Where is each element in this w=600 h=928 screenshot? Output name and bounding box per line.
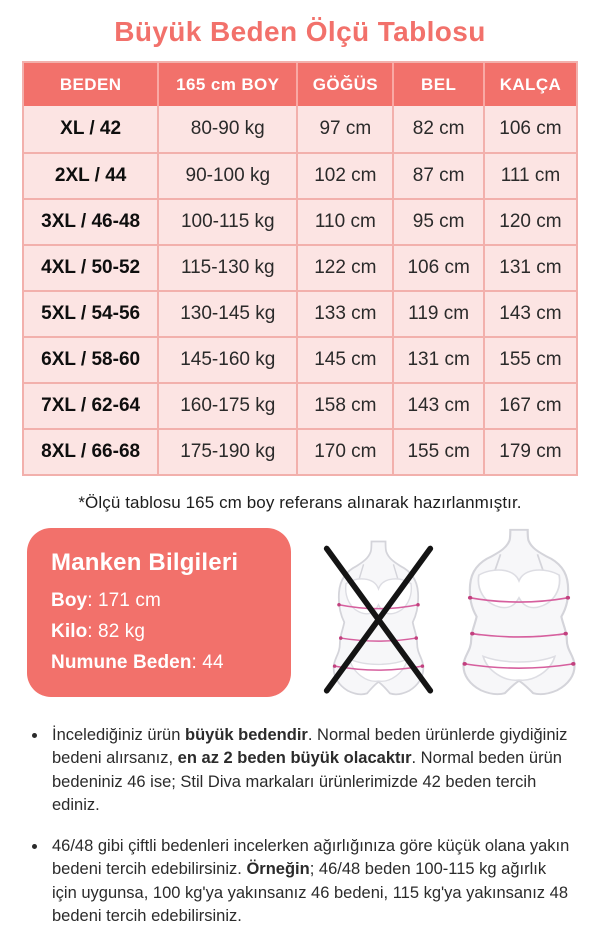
table-row <box>24 106 576 152</box>
page-title: Büyük Beden Ölçü Tablosu <box>114 16 486 47</box>
size-cell: 7XL / 62-64 <box>24 382 159 428</box>
table-row <box>24 290 576 336</box>
value-cell: 160-175 kg <box>159 382 298 428</box>
size-cell: 6XL / 58-60 <box>24 336 159 382</box>
value-cell: 119 cm <box>394 290 485 336</box>
value-cell: 145 cm <box>298 336 394 382</box>
value-cell: 111 cm <box>485 152 576 198</box>
model-info-line: Kilo: 82 kg <box>51 620 146 642</box>
value-cell: 130-145 kg <box>159 290 298 336</box>
model-info-line: Boy: 171 cm <box>51 589 161 611</box>
value-cell: 167 cm <box>485 382 576 428</box>
value-cell: 143 cm <box>394 382 485 428</box>
table-row <box>24 152 576 198</box>
size-cell: 4XL / 50-52 <box>24 244 159 290</box>
notes-list <box>30 724 572 928</box>
value-cell: 95 cm <box>394 198 485 244</box>
size-table-header-row <box>24 63 576 106</box>
size-cell: 3XL / 46-48 <box>24 198 159 244</box>
size-chart-infographic <box>0 16 600 925</box>
table-row <box>24 428 576 474</box>
value-cell: 143 cm <box>485 290 576 336</box>
size-cell: XL / 42 <box>24 106 159 152</box>
value-cell: 170 cm <box>298 428 394 474</box>
plus-size-figure-icon <box>448 526 590 696</box>
figure-illustrations <box>291 526 590 698</box>
value-cell: 80-90 kg <box>159 106 298 152</box>
value-cell: 106 cm <box>485 106 576 152</box>
value-cell: 131 cm <box>485 244 576 290</box>
value-cell: 131 cm <box>394 336 485 382</box>
note-item: • 46/48 gibi çiftli bedenleri incelerken ağırlığınıza göre küçük olana yakın bedeni tercih edebilirsiniz. Örneğin; 46/48 beden 100-115 kg ağırlık için uygunsa, 100 kg'ya yakınsanız 46 bedeni, 115 kg'ya yakınsanız 48 bedeni tercih edebilirsiniz. <box>48 835 572 928</box>
value-cell: 82 cm <box>394 106 485 152</box>
column-header-g-s: GÖĞÜS <box>298 63 394 106</box>
value-cell: 179 cm <box>485 428 576 474</box>
value-cell: 87 cm <box>394 152 485 198</box>
table-row <box>24 198 576 244</box>
size-cell: 2XL / 44 <box>24 152 159 198</box>
value-cell: 102 cm <box>298 152 394 198</box>
table-row <box>24 244 576 290</box>
value-cell: 120 cm <box>485 198 576 244</box>
value-cell: 175-190 kg <box>159 428 298 474</box>
size-table-body <box>24 106 576 474</box>
value-cell: 100-115 kg <box>159 198 298 244</box>
model-info-section <box>27 526 590 698</box>
table-footnote: *Ölçü tablosu 165 cm boy referans alınarak hazırlanmıştır. <box>78 493 522 512</box>
value-cell: 155 cm <box>394 428 485 474</box>
column-header-beden: BEDEN <box>24 63 159 106</box>
size-cell: 5XL / 54-56 <box>24 290 159 336</box>
table-row <box>24 336 576 382</box>
model-info-card <box>27 528 291 697</box>
value-cell: 110 cm <box>298 198 394 244</box>
value-cell: 133 cm <box>298 290 394 336</box>
value-cell: 122 cm <box>298 244 394 290</box>
table-row <box>24 382 576 428</box>
column-header-bel: BEL <box>394 63 485 106</box>
crossed-out-figure-icon <box>315 538 442 696</box>
value-cell: 106 cm <box>394 244 485 290</box>
size-cell: 8XL / 66-68 <box>24 428 159 474</box>
value-cell: 158 cm <box>298 382 394 428</box>
model-info-line: Numune Beden: 44 <box>51 651 224 673</box>
note-item: • İncelediğiniz ürün büyük bedendir. Normal beden ürünlerde giydiğiniz bedeni alırsanız, en az 2 beden büyük olacaktır. Normal beden ürün bedeniniz 46 ise; Stil Diva markaları ürünlerimizde 42 beden tercih ediniz. <box>48 724 572 818</box>
value-cell: 97 cm <box>298 106 394 152</box>
value-cell: 145-160 kg <box>159 336 298 382</box>
size-table <box>22 61 578 476</box>
value-cell: 90-100 kg <box>159 152 298 198</box>
model-info-lines <box>51 590 267 674</box>
value-cell: 115-130 kg <box>159 244 298 290</box>
model-info-title: Manken Bilgileri <box>51 548 239 576</box>
value-cell: 155 cm <box>485 336 576 382</box>
column-header-165-cm-boy: 165 cm BOY <box>159 63 298 106</box>
column-header-kal-a: KALÇA <box>485 63 576 106</box>
